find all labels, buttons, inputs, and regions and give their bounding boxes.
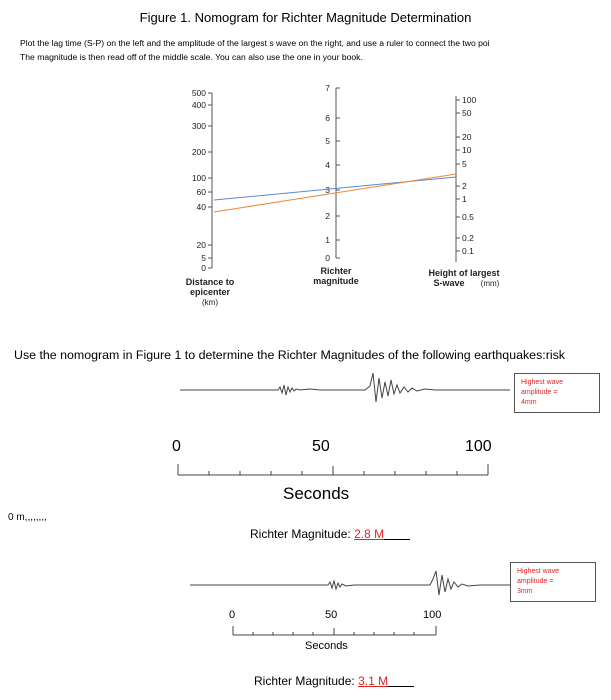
q2-axis-100: 100: [423, 609, 442, 621]
seismogram-1-trace: [180, 373, 510, 402]
right-tick-0-1: 0.1: [462, 246, 474, 256]
left-tick-400: 400: [191, 100, 206, 110]
q2-answer-value[interactable]: 3.1 M: [358, 674, 389, 688]
left-tick-20: 20: [196, 240, 206, 250]
distance-label-3: (km): [202, 298, 218, 307]
right-tick-5: 5: [462, 159, 467, 169]
amplitude-note-1-line-3: 4mm: [521, 399, 537, 406]
mid-tick-2: 2: [325, 211, 330, 221]
orange-connecting-line: [214, 174, 456, 212]
q2-axis-50: 50: [325, 609, 338, 621]
amplitude-note-1-line-2: amplitude =: [521, 389, 558, 396]
right-tick-1: 1: [462, 194, 467, 204]
instructions-line-2: The magnitude is then read off of the middle scale. You can also use the one in your book.: [20, 52, 363, 62]
distance-label-2: epicenter: [189, 287, 231, 297]
blue-connecting-line: [214, 177, 456, 200]
mid-tick-6: 6: [325, 113, 330, 123]
q2-answer-label: Richter Magnitude:: [254, 674, 355, 688]
right-tick-50: 50: [462, 108, 472, 118]
left-tick-40: 40: [196, 202, 206, 212]
q1-answer-value[interactable]: 2.8 M: [354, 527, 385, 541]
amplitude-note-1: [514, 373, 600, 413]
left-tick-5: 5: [201, 253, 206, 263]
seismogram-2: [190, 565, 520, 601]
right-tick-100: 100: [462, 95, 477, 105]
mid-tick-0: 0: [325, 253, 330, 263]
distance-scale: [192, 88, 212, 273]
amplitude-note-2-line-1: Highest wave: [517, 568, 560, 575]
left-tick-200: 200: [191, 147, 206, 157]
q1-axis-100: 100: [465, 438, 492, 455]
figure-title: Figure 1. Nomogram for Richter Magnitude Determination: [139, 10, 472, 25]
amplitude-scale: [456, 95, 476, 262]
amplitude-note-1-line-1: Highest wave: [521, 379, 564, 386]
amplitude-label-3: (mm): [480, 279, 500, 288]
mid-tick-5: 5: [325, 136, 330, 146]
left-tick-100: 100: [191, 173, 206, 183]
q1-axis-label: Seconds: [283, 484, 350, 503]
q1-answer-label: Richter Magnitude:: [250, 527, 351, 541]
instructions-line-1: Plot the lag time (S-P) on the left and the amplitude of the largest s wave on the right, and use a ruler to connect the two poi: [20, 38, 490, 48]
magnitude-label-2: magnitude: [313, 276, 359, 286]
right-tick-0-5: 0.5: [462, 212, 474, 222]
mid-tick-4: 4: [325, 160, 330, 170]
q1-answer: [250, 527, 410, 541]
right-tick-2: 2: [462, 181, 467, 191]
magnitude-scale: [325, 83, 340, 263]
amplitude-label: [428, 268, 499, 288]
q2-time-axis: [228, 622, 448, 638]
right-tick-10: 10: [462, 145, 472, 155]
left-tick-60: 60: [196, 187, 206, 197]
right-tick-0-2: 0.2: [462, 233, 474, 243]
q1-axis-50: 50: [312, 438, 330, 455]
nomogram: [0, 0, 611, 345]
amplitude-note-2-line-2: amplitude =: [517, 578, 554, 585]
mid-tick-1: 1: [325, 235, 330, 245]
magnitude-label: [313, 266, 359, 286]
amplitude-label-1: Height of largest: [428, 268, 500, 278]
q2-axis-0: 0: [229, 609, 236, 621]
amplitude-label-2: S-wave: [433, 278, 465, 288]
magnitude-label-1: Richter: [320, 266, 352, 276]
distance-label: [186, 277, 235, 307]
q2-answer: [254, 674, 414, 688]
amplitude-note-2-line-3: 3mm: [517, 588, 533, 595]
q2-axis-label: Seconds: [305, 640, 348, 652]
q1-axis-0: 0: [172, 438, 181, 455]
question-text: Use the nomogram in Figure 1 to determine the Richter Magnitudes of the following earthquakes:risk: [14, 348, 565, 362]
left-tick-500: 500: [191, 88, 206, 98]
left-tick-300: 300: [191, 121, 206, 131]
amplitude-note-2: [510, 562, 596, 602]
q1-time-axis: [170, 458, 500, 478]
mid-tick-3: 3: [325, 185, 330, 195]
stray-text: 0 m,,,,,,,,: [8, 512, 47, 523]
right-tick-20: 20: [462, 132, 472, 142]
seismogram-1: [180, 368, 520, 408]
mid-tick-7: 7: [325, 83, 330, 93]
distance-label-1: Distance to: [185, 277, 235, 287]
left-tick-0: 0: [201, 263, 206, 273]
seismogram-2-trace: [190, 571, 520, 595]
